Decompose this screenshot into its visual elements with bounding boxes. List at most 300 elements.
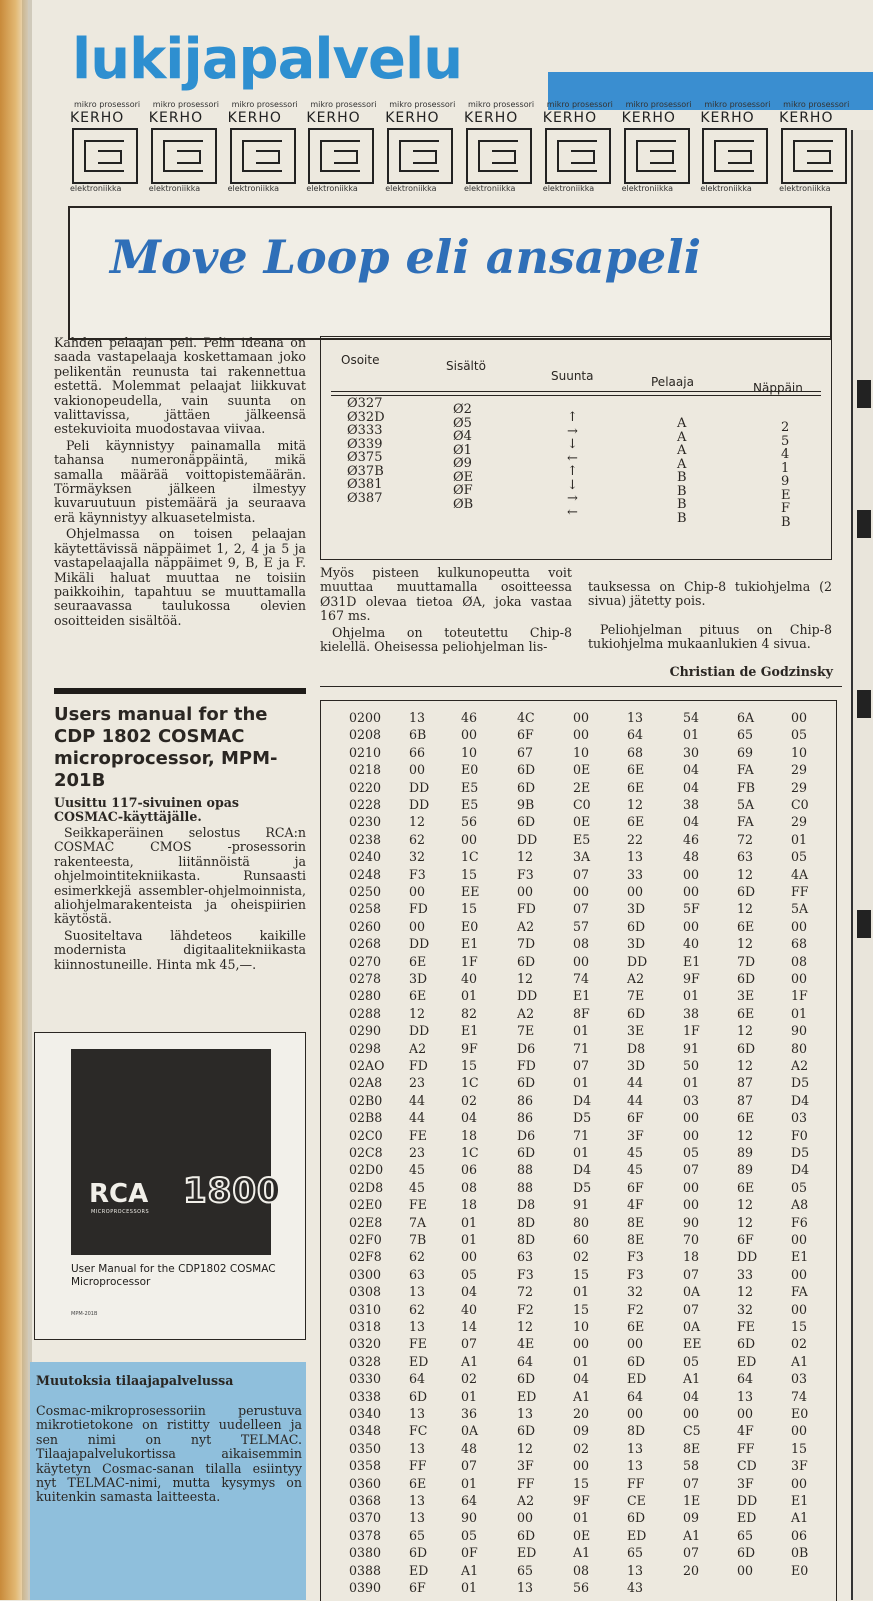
listing-byte: 7A [409, 1214, 427, 1230]
notice-body: Cosmac-mikroprosessoriin perustuva mikrotietokone on ristitty uudelleen ja sen nimi on nyt TELMAC. Tilaajapalvelukortissa aikaisemmin käytetyn Cosmac-sanan tilalla esiintyy nyt TELMAC-nimi, mutta kysymys on kuitenkin samasta laitteesta. [36, 1403, 302, 1505]
listing-byte: 00 [627, 1336, 644, 1352]
listing-byte: F2 [627, 1301, 644, 1317]
logo-mark-icon [72, 128, 138, 184]
logo-mark-icon [702, 128, 768, 184]
listing-byte: 1F [683, 1023, 700, 1039]
listing-byte: 0B [791, 1545, 809, 1561]
listing-byte: 01 [683, 727, 700, 743]
listing-byte: 6D [737, 1545, 756, 1561]
listing-byte: 03 [683, 1092, 700, 1108]
listing-byte: A1 [791, 1353, 809, 1369]
listing-byte: 08 [573, 936, 590, 952]
listing-byte: 00 [683, 1110, 700, 1126]
logo-mark-icon [230, 128, 296, 184]
listing-byte: A2 [627, 971, 645, 986]
listing-byte: 22 [627, 831, 644, 847]
listing-byte: 82 [461, 1005, 478, 1021]
logo-text: KERHO [385, 110, 440, 126]
logo-text: KERHO [148, 110, 204, 126]
listing-byte: ED [409, 1353, 429, 1369]
listing-byte: 6E [627, 779, 645, 795]
listing-byte: 6E [627, 762, 645, 778]
listing-byte: E5 [461, 779, 479, 795]
listing-byte: 3D [627, 1058, 646, 1073]
listing-byte: 9F [683, 971, 700, 986]
address-table-cell: → [567, 423, 578, 439]
listing-byte: FF [517, 1475, 535, 1491]
listing-address: 02F8 [349, 1249, 382, 1265]
listing-byte: 88 [517, 1162, 534, 1178]
listing-byte: 6D [517, 762, 536, 778]
listing-byte: 7E [517, 1023, 535, 1039]
logo-text: elektroniikka [779, 184, 831, 193]
listing-byte: 6F [517, 727, 534, 743]
listing-byte: F3 [517, 1266, 534, 1282]
listing-byte: 01 [461, 1388, 478, 1404]
listing-byte: FE [409, 1197, 427, 1213]
listing-byte: 45 [627, 1145, 644, 1160]
book-cover [71, 1049, 282, 1255]
listing-byte: E5 [461, 797, 479, 812]
logo-text: elektroniikka [621, 184, 673, 193]
address-table-cell: 9 [781, 474, 790, 489]
listing-byte: 00 [791, 710, 808, 725]
listing-byte: 64 [409, 1371, 426, 1387]
listing-byte: 01 [683, 988, 700, 1004]
listing-byte: 14 [461, 1319, 478, 1334]
listing-address: 0358 [349, 1458, 382, 1474]
listing-byte: D4 [791, 1092, 810, 1108]
listing-byte: 87 [737, 1092, 754, 1108]
listing-byte: 6D [517, 1527, 536, 1543]
listing-byte: 00 [461, 727, 478, 743]
listing-byte: 50 [683, 1058, 700, 1073]
listing-address: 0280 [349, 988, 382, 1004]
listing-byte: 02 [573, 1440, 590, 1456]
book-brand-sub: MICROPROCESSORS [91, 1209, 150, 1215]
logo-text: KERHO [463, 110, 519, 126]
address-table-cell: B [677, 510, 687, 526]
listing-address: 0258 [349, 901, 382, 917]
intro-text [54, 336, 306, 630]
address-table-cell: B [677, 497, 687, 512]
listing-byte: 57 [573, 918, 590, 934]
listing-address: 0360 [349, 1475, 382, 1491]
listing-byte: 13 [627, 1562, 644, 1578]
listing-byte: 0E [573, 762, 591, 778]
listing-byte: 18 [683, 1249, 700, 1265]
listing-byte: 1C [461, 1075, 479, 1091]
address-table-cell: ↑ [567, 464, 578, 479]
middle-text [320, 566, 572, 656]
listing-byte: 15 [461, 901, 478, 917]
listing-byte: 3D [627, 936, 646, 952]
listing-byte: 1C [461, 849, 479, 865]
logo-mark-icon [624, 128, 690, 184]
listing-byte: F3 [627, 1266, 644, 1282]
address-table-cell: ← [567, 450, 578, 466]
logo-text: mikro prosessori [152, 100, 219, 109]
edge-mark [857, 910, 871, 938]
listing-byte: ED [517, 1388, 537, 1404]
listing-byte: 40 [461, 971, 478, 986]
listing-byte: 07 [461, 1458, 478, 1474]
listing-byte: 15 [461, 866, 478, 882]
listing-byte: 90 [461, 1510, 478, 1526]
listing-byte: 8D [517, 1232, 536, 1247]
listing-byte: 3E [627, 1023, 645, 1039]
listing-byte: 01 [461, 1214, 478, 1230]
listing-byte: 40 [683, 936, 700, 952]
listing-byte: 07 [683, 1162, 700, 1178]
listing-byte: 8D [627, 1423, 646, 1439]
listing-byte: 43 [627, 1580, 644, 1595]
listing-byte: 4F [627, 1197, 644, 1213]
listing-byte: A1 [573, 1388, 591, 1404]
listing-address: 0328 [349, 1353, 382, 1369]
listing-byte: 9F [573, 1493, 590, 1508]
listing-address: 02D0 [349, 1162, 384, 1178]
listing-address: 0240 [349, 849, 382, 865]
listing-byte: 01 [791, 1005, 808, 1021]
listing-byte: FC [409, 1423, 428, 1439]
listing-byte: 00 [573, 727, 590, 743]
listing-address: 02C8 [349, 1145, 383, 1160]
listing-address: 02A8 [349, 1075, 383, 1091]
listing-byte: 00 [683, 884, 700, 899]
listing-byte: 45 [409, 1179, 426, 1195]
address-table-cell: 2 [781, 420, 790, 435]
listing-top-rule [320, 686, 842, 687]
listing-byte: 29 [791, 779, 808, 795]
listing-byte: 6D [409, 1545, 428, 1561]
kerho-logo [70, 100, 141, 200]
listing-byte: F2 [517, 1301, 534, 1317]
listing-byte: 6D [517, 1371, 536, 1387]
listing-byte: 6F [737, 1232, 754, 1247]
listing-byte: 13 [409, 1406, 426, 1421]
address-table-cell: E [781, 487, 791, 503]
notice-box [30, 1362, 306, 1600]
listing-byte: 00 [683, 1179, 700, 1195]
address-table-cell: A [677, 456, 687, 472]
listing-byte: FF [737, 1440, 755, 1456]
listing-byte: 05 [791, 1179, 808, 1195]
listing-byte: 6E [737, 918, 755, 934]
logo-text: KERHO [700, 110, 755, 126]
listing-byte: 08 [573, 1562, 590, 1578]
listing-byte: 09 [683, 1510, 700, 1526]
listing-byte: 38 [683, 797, 700, 812]
listing-byte: FB [737, 779, 755, 795]
listing-address: 0388 [349, 1562, 382, 1578]
listing-byte: E1 [573, 988, 591, 1004]
listing-byte: 56 [573, 1580, 590, 1595]
address-table-cell: ØF [453, 483, 473, 498]
listing-byte: 80 [573, 1214, 590, 1230]
listing-byte: 6F [409, 1580, 426, 1595]
listing-byte: 06 [461, 1162, 478, 1178]
listing-byte: 04 [683, 762, 700, 778]
listing-byte: 0A [461, 1423, 479, 1439]
listing-byte: 62 [409, 1301, 426, 1317]
address-table-cell: A [677, 429, 687, 445]
listing-byte: E1 [791, 1493, 809, 1508]
listing-byte: 62 [409, 1249, 426, 1265]
address-table-cell: Ø327 [347, 396, 383, 411]
article-title: Move Loop eli ansapeli [110, 230, 702, 284]
kerho-logo [622, 100, 693, 200]
listing-byte: 06 [791, 1527, 808, 1543]
listing-byte: 65 [409, 1527, 426, 1543]
listing-byte: FF [791, 884, 809, 899]
address-table-cell: ↓ [567, 477, 578, 493]
listing-byte: 68 [627, 744, 644, 760]
listing-byte: 6B [409, 727, 427, 743]
listing-byte: 00 [517, 1510, 534, 1526]
listing-byte: C0 [791, 797, 809, 812]
listing-byte: 07 [683, 1266, 700, 1282]
listing-byte: 65 [627, 1545, 644, 1561]
listing-byte: 4F [737, 1423, 754, 1439]
listing-byte: 10 [791, 744, 808, 760]
listing-byte: 6D [737, 1040, 756, 1056]
listing-byte: 6E [409, 988, 427, 1004]
listing-byte: 89 [737, 1162, 754, 1178]
listing-address: 0310 [349, 1301, 382, 1317]
address-table-cell: Ø32D [347, 409, 385, 425]
address-table-cell: Ø387 [347, 490, 383, 506]
listing-byte: D5 [573, 1110, 592, 1126]
listing-byte: E0 [791, 1562, 809, 1578]
listing-byte: 02 [461, 1092, 478, 1108]
listing-byte: 00 [791, 1301, 808, 1317]
listing-byte: 04 [683, 814, 700, 830]
listing-byte: 7E [627, 988, 645, 1004]
listing-byte: 32 [627, 1284, 644, 1300]
listing-byte: 86 [517, 1092, 534, 1108]
listing-byte: EE [683, 1336, 702, 1352]
listing-byte: 87 [737, 1075, 754, 1091]
manual-subtitle: Uusittu 117-sivuinen opas COSMAC-käyttäjälle. [54, 795, 240, 825]
logo-mark-icon [387, 128, 453, 184]
address-table-cell: Ø9 [453, 456, 472, 471]
listing-byte: 04 [683, 779, 700, 795]
listing-byte: 00 [791, 1266, 808, 1282]
listing-byte: 44 [627, 1092, 644, 1108]
listing-byte: E0 [461, 762, 479, 778]
listing-byte: 07 [461, 1336, 478, 1352]
listing-byte: 64 [627, 727, 644, 743]
listing-address: 0340 [349, 1406, 382, 1421]
listing-byte: 12 [409, 814, 426, 830]
listing-byte: 05 [683, 1353, 700, 1369]
listing-byte: 6D [737, 971, 756, 986]
listing-byte: 6D [627, 918, 646, 934]
listing-byte: 3D [409, 971, 428, 986]
address-table-cell: Ø4 [453, 429, 472, 444]
listing-byte: 23 [409, 1075, 426, 1091]
listing-byte: 60 [573, 1232, 590, 1247]
listing-byte: 6E [409, 953, 427, 969]
listing-byte: E1 [791, 1249, 809, 1265]
header-rule [331, 395, 821, 396]
listing-byte: 44 [409, 1092, 426, 1108]
listing-byte: 5A [737, 797, 755, 812]
listing-byte: 12 [517, 1319, 534, 1334]
listing-byte: 6D [737, 884, 756, 899]
listing-byte: 0A [683, 1284, 701, 1300]
listing-address: 0218 [349, 762, 382, 778]
listing-byte: A2 [517, 1493, 535, 1508]
listing-byte: F3 [627, 1249, 644, 1265]
listing-byte: FA [737, 814, 754, 830]
listing-byte: FE [737, 1319, 755, 1334]
book-brand: RCA [89, 1179, 149, 1209]
listing-byte: 07 [573, 1058, 590, 1073]
listing-byte: 33 [627, 866, 644, 882]
listing-byte: 04 [683, 1388, 700, 1404]
listing-byte: E1 [683, 953, 701, 969]
listing-byte: A8 [791, 1197, 809, 1213]
program-listing [320, 700, 837, 1601]
listing-byte: E1 [461, 936, 479, 952]
listing-byte: DD [627, 953, 648, 969]
listing-byte: 3A [573, 849, 591, 865]
listing-byte: D8 [627, 1040, 646, 1056]
listing-byte: 10 [573, 744, 590, 760]
listing-byte: 02 [461, 1371, 478, 1387]
listing-address: 0370 [349, 1510, 382, 1526]
listing-byte: 09 [573, 1423, 590, 1439]
listing-byte: 13 [627, 849, 644, 865]
listing-byte: 00 [409, 884, 426, 899]
logo-mark-icon [308, 128, 374, 184]
listing-byte: D4 [791, 1162, 810, 1178]
listing-byte: 70 [683, 1232, 700, 1247]
listing-byte: 13 [409, 1440, 426, 1456]
listing-byte: 00 [573, 953, 590, 969]
listing-byte: 07 [683, 1301, 700, 1317]
listing-byte: EE [461, 884, 480, 899]
listing-byte: 32 [409, 849, 426, 865]
nappain-column [781, 421, 791, 529]
listing-byte: 00 [461, 1249, 478, 1265]
osoite-column [347, 397, 385, 505]
listing-byte: 12 [737, 1197, 754, 1213]
listing-byte: 15 [573, 1266, 590, 1282]
listing-byte: 18 [461, 1127, 478, 1143]
listing-byte: CD [737, 1458, 757, 1474]
listing-byte: 6E [627, 814, 645, 830]
address-table-cell: B [781, 514, 791, 530]
header-suunta: Suunta [551, 369, 594, 383]
listing-byte: A2 [517, 1005, 535, 1021]
kerho-logo [149, 100, 220, 200]
listing-byte: E5 [573, 831, 591, 847]
listing-byte: 56 [461, 814, 478, 830]
listing-byte: 40 [461, 1301, 478, 1317]
listing-byte: 20 [573, 1406, 590, 1421]
listing-byte: 64 [737, 1371, 754, 1387]
address-table-cell: A [677, 443, 687, 458]
listing-byte: 6D [517, 814, 536, 830]
listing-byte: A1 [461, 1562, 479, 1578]
listing-address: 0330 [349, 1371, 382, 1387]
section-divider [54, 688, 306, 694]
logo-text: KERHO [306, 110, 361, 126]
listing-byte: DD [517, 988, 538, 1004]
listing-byte: A1 [683, 1371, 701, 1387]
listing-byte: 15 [791, 1440, 808, 1456]
listing-address: 0308 [349, 1284, 382, 1300]
listing-byte: 13 [517, 1406, 534, 1421]
listing-byte: DD [517, 831, 538, 847]
listing-byte: 7D [737, 953, 756, 969]
logo-mark-icon [781, 128, 847, 184]
listing-address: 0350 [349, 1440, 382, 1456]
listing-byte: 01 [461, 1475, 478, 1491]
listing-address: 0220 [349, 779, 382, 795]
logo-text: elektroniikka [70, 184, 122, 193]
kerho-logo [228, 100, 299, 200]
address-table-cell: F [781, 501, 791, 516]
listing-byte: DD [409, 936, 430, 952]
listing-byte: 5A [791, 901, 809, 917]
listing-byte: 9F [461, 1040, 478, 1056]
listing-address: 0238 [349, 831, 382, 847]
listing-byte: 90 [791, 1023, 808, 1039]
logo-text: elektroniikka [306, 184, 358, 193]
listing-byte: 91 [573, 1197, 590, 1213]
logo-text: elektroniikka [700, 184, 752, 193]
listing-byte: 68 [791, 936, 808, 952]
listing-byte: 45 [627, 1162, 644, 1178]
listing-byte: 00 [517, 884, 534, 899]
book-caption: User Manual for the CDP1802 COSMAC Microprocessor [71, 1263, 276, 1288]
listing-byte: 12 [737, 1023, 754, 1039]
listing-byte: DD [409, 1023, 430, 1039]
listing-address: 02F0 [349, 1232, 382, 1247]
listing-byte: 48 [461, 1440, 478, 1456]
kerho-logo [385, 100, 456, 200]
listing-byte: 74 [791, 1388, 808, 1404]
listing-byte: 8D [517, 1214, 536, 1230]
logo-mark-icon [466, 128, 532, 184]
listing-byte: FA [791, 1284, 808, 1300]
listing-byte: D5 [791, 1075, 810, 1091]
listing-byte: 01 [461, 1580, 478, 1595]
listing-byte: 3F [627, 1127, 644, 1143]
address-table-cell: Ø5 [453, 415, 472, 431]
listing-byte: 03 [791, 1371, 808, 1387]
listing-byte: 12 [409, 1005, 426, 1021]
manual-description [54, 826, 306, 974]
listing-byte: 0A [683, 1319, 701, 1334]
listing-byte: CE [627, 1493, 646, 1508]
listing-byte: 6E [409, 1475, 427, 1491]
logo-text: KERHO [621, 110, 676, 126]
logo-text: mikro prosessori [704, 100, 771, 109]
listing-byte: 13 [627, 710, 644, 725]
listing-byte: 12 [517, 849, 534, 865]
address-table-cell: Ø333 [347, 423, 383, 438]
listing-byte: 88 [517, 1179, 534, 1195]
kerho-logo [306, 100, 377, 200]
listing-byte: C5 [683, 1423, 701, 1439]
logo-text: elektroniikka [385, 184, 437, 193]
listing-byte: E1 [461, 1023, 479, 1039]
